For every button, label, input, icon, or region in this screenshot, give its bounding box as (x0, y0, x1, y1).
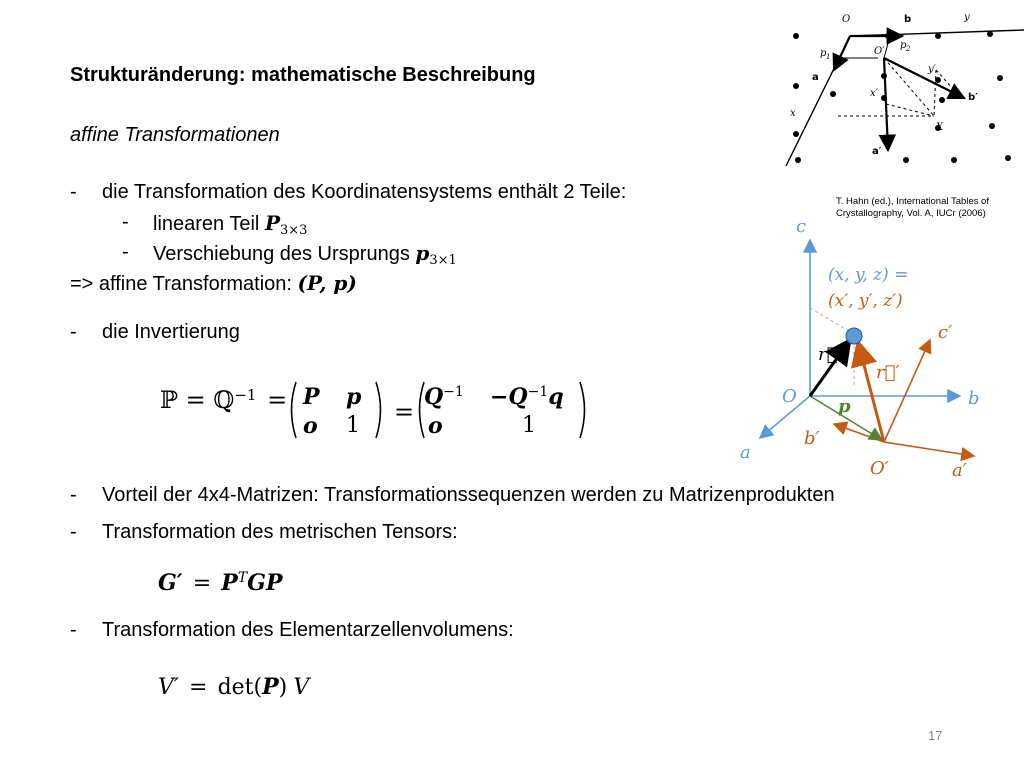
bullet-cell-volume: Transformation des Elementarzellenvolumens: (102, 619, 514, 641)
label-x-prime: x′ (870, 88, 878, 99)
label-a-prime: a′ (952, 460, 967, 481)
bullet-dash: - (70, 619, 77, 641)
tensor-equation: $G' = P^TGP$ (158, 570, 283, 596)
sub-bullet-dash: - (122, 241, 129, 263)
page-number: 17 (928, 728, 943, 743)
matrix-1-c: o (303, 413, 318, 439)
sub-bullet-origin-shift (153, 241, 457, 268)
label-b: b (968, 388, 980, 409)
matrix-2-a: $Q^{-1}$ (424, 384, 464, 410)
label-p1-sub: 1 (826, 53, 831, 61)
inversion-equation (160, 386, 287, 415)
bullet-dash: - (70, 181, 77, 203)
label-coord-2: (x′, y′, z′) (828, 291, 903, 311)
linear-part-text: linearen Teil (153, 213, 265, 235)
inv-left: ℙ = ℚ (160, 386, 235, 414)
label-b-prime: b′ (968, 92, 978, 103)
label-y: y (964, 12, 970, 23)
vector-p-symbol: p (415, 241, 430, 265)
label-c: c (796, 216, 807, 237)
affine-prefix: => affine Transformation: (70, 273, 298, 295)
subscript-3x3: 3×3 (279, 223, 308, 238)
matrix-2-b: $-Q^{-1}q$ (490, 384, 564, 410)
matrix-P-symbol: P (264, 211, 280, 235)
bullet-coordinate-system: die Transformation des Koordinatensystems enthält 2 Teile: (102, 181, 627, 203)
page-title: Strukturänderung: mathematische Beschreibung (70, 64, 536, 86)
label-O: O (842, 14, 851, 25)
subtitle: affine Transformationen (70, 124, 280, 146)
coordinate-transform-figure (730, 210, 1024, 490)
matrix-2-c: o (428, 413, 443, 439)
equals-sign: = (267, 386, 288, 414)
bullet-dash: - (70, 484, 77, 506)
matrix-1-a: P (303, 384, 320, 410)
label-a-prime: a′ (872, 146, 882, 157)
matrix-2-d: 1 (522, 413, 536, 438)
matrix-1-brackets (286, 378, 386, 442)
label-a: a (812, 72, 819, 83)
label-c-prime: c′ (938, 322, 953, 343)
lattice-figure (778, 8, 1024, 168)
sub-bullet-linear-part (153, 211, 307, 238)
label-O-prime: O′ (870, 458, 889, 479)
inv-sup: −1 (234, 386, 257, 404)
label-a: a (740, 442, 751, 463)
origin-shift-text: Verschiebung des Ursprungs (153, 243, 416, 265)
label-r-prime: r⃗′ (876, 362, 900, 383)
sub-bullet-dash: - (122, 211, 129, 233)
label-p: p (838, 396, 851, 417)
bullet-affine-transformation (70, 271, 357, 296)
affine-pair: (P, p) (297, 271, 357, 295)
label-x: x (790, 108, 796, 119)
label-O-prime: O′ (874, 46, 885, 57)
label-X: X (936, 122, 944, 133)
label-y-prime: y′ (928, 64, 936, 75)
bullet-inversion: die Invertierung (102, 321, 240, 343)
matrix-1-d: 1 (346, 413, 360, 438)
figure-citation: T. Hahn (ed.), International Tables of Crystallography, Vol. A, IUCr (2006) (836, 196, 989, 219)
label-b: b (904, 14, 912, 25)
bullet-dash: - (70, 521, 77, 543)
subscript-3x1: 3×1 (429, 253, 457, 268)
label-p1: p (820, 48, 827, 59)
bullet-dash: - (70, 321, 77, 343)
matrix-1-b: p (346, 384, 362, 410)
volume-equation: V′ = det(P) V (158, 674, 310, 700)
label-coord-1: (x, y, z) = (828, 265, 909, 285)
bullet-metric-tensor: Transformation des metrischen Tensors: (102, 521, 458, 543)
label-O: O (782, 386, 797, 407)
label-p2: p (900, 40, 907, 51)
label-r: r⃗ (818, 344, 838, 365)
label-b-prime: b′ (804, 428, 820, 449)
bullet-matrix-advantage: Vorteil der 4x4-Matrizen: Transformationssequenzen werden zu Matrizenprodukten (102, 484, 835, 506)
equals-sign-2: = (394, 398, 415, 426)
label-p2-sub: 2 (906, 45, 911, 53)
